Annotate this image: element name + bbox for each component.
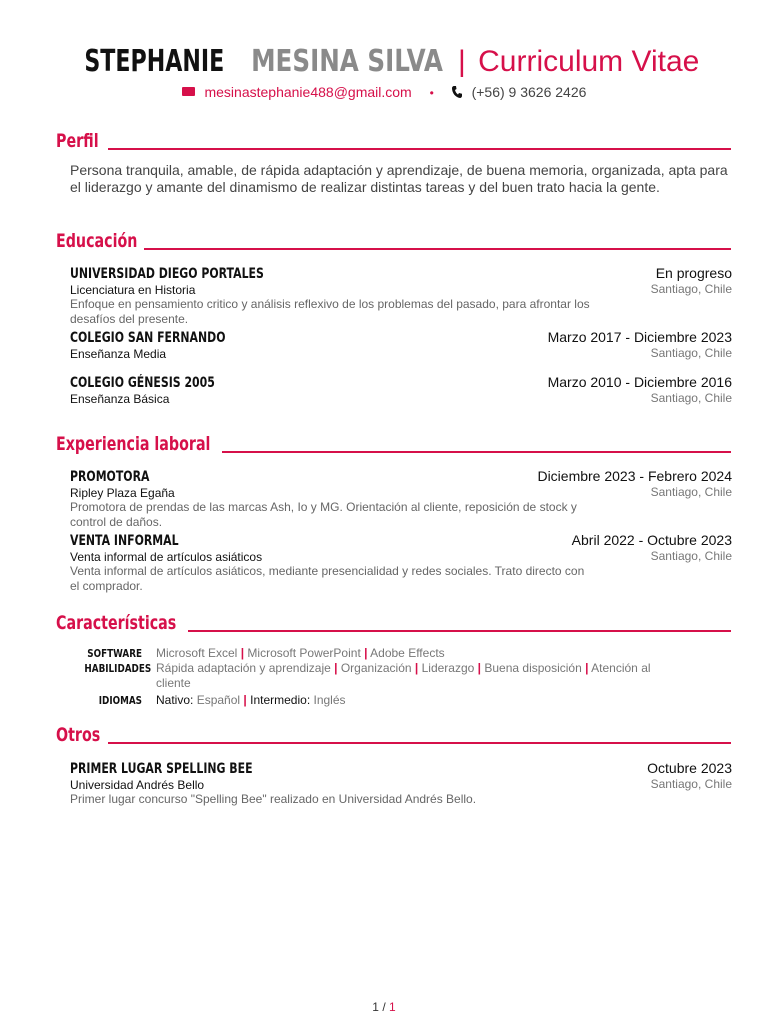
pipe-separator: | xyxy=(477,661,482,675)
language-item: Español xyxy=(196,693,241,707)
phone-icon xyxy=(452,86,462,98)
language-item: Inglés xyxy=(313,693,346,707)
entry-subtitle: Ripley Plaza Egaña xyxy=(70,486,175,500)
education-entry xyxy=(70,329,732,361)
entry-location: Santiago, Chile xyxy=(650,282,732,296)
entry-location: Santiago, Chile xyxy=(650,391,732,405)
page-total: 1 xyxy=(389,1000,396,1014)
entry-subtitle: Venta informal de artículos asiáticos xyxy=(70,550,263,564)
skill-item: Rápida adaptación y aprendizaje xyxy=(156,661,331,675)
pipe-separator: | xyxy=(334,661,338,675)
name-line xyxy=(0,44,768,80)
software-item: Adobe Effects xyxy=(370,646,445,660)
skill-item: Atención al cliente xyxy=(156,661,651,690)
email-link[interactable]: mesinastephanie488@gmail.com xyxy=(204,84,412,100)
pipe-separator: | xyxy=(240,646,245,660)
section-title-perfil: Perfil xyxy=(56,130,99,152)
entry-location: Santiago, Chile xyxy=(650,485,732,499)
entry-description: Primer lugar concurso "Spelling Bee" realizado en Universidad Andrés Bello. xyxy=(70,792,477,806)
section-divider xyxy=(188,630,731,632)
idiomas-list xyxy=(156,693,656,708)
entry-title: PRIMER LUGAR SPELLING BEE xyxy=(70,761,253,777)
entry-title: COLEGIO SAN FERNANDO xyxy=(70,330,226,346)
entry-subtitle: Universidad Andrés Bello xyxy=(70,778,205,792)
otros-entry xyxy=(70,760,732,807)
last-name: MESINA SILVA xyxy=(250,44,443,79)
perfil-text: Persona tranquila, amable, de rápida adaptación y aprendizaje, de buena memoria, organizada, apta para el liderazgo y amante del dinamismo de realizar distintas tareas y del buen trato hacia la gente. xyxy=(70,162,728,195)
entry-description: Promotora de prendas de las marcas Ash, Io y MG. Orientación al cliente, reposición de stock y control de daños. xyxy=(70,500,577,529)
education-entry xyxy=(70,374,732,406)
section-title-experiencia: Experiencia laboral xyxy=(56,433,211,455)
entry-date: En progreso xyxy=(655,265,732,281)
skill-item: Buena disposición xyxy=(484,661,582,675)
software-item: Microsoft PowerPoint xyxy=(247,646,361,660)
section-educacion-header xyxy=(56,228,731,252)
experience-entry xyxy=(70,532,732,594)
section-title-educacion: Educación xyxy=(56,230,138,252)
cv-header xyxy=(0,44,768,100)
phone-number: (+56) 9 3626 2426 xyxy=(471,84,587,100)
contact-bullet: • xyxy=(429,86,434,100)
entry-title: UNIVERSIDAD DIEGO PORTALES xyxy=(70,266,264,282)
entry-subtitle: Licenciatura en Historia xyxy=(70,283,196,297)
idiomas-row xyxy=(70,693,732,708)
entry-subtitle: Enseñanza Básica xyxy=(70,392,170,406)
entry-location: Santiago, Chile xyxy=(650,777,732,791)
page-current: 1 xyxy=(372,1000,379,1014)
contact-line xyxy=(0,84,768,100)
envelope-icon xyxy=(182,87,195,96)
section-divider xyxy=(144,248,731,250)
entry-title: COLEGIO GÉNESIS 2005 xyxy=(70,375,215,391)
title-separator: | xyxy=(458,45,466,78)
document-title: Curriculum Vitae xyxy=(478,45,700,78)
software-item: Microsoft Excel xyxy=(156,646,238,660)
skill-item: Liderazgo xyxy=(421,661,475,675)
skills-block xyxy=(70,646,732,708)
skill-item: Organización xyxy=(340,661,412,675)
entry-date: Marzo 2010 - Diciembre 2016 xyxy=(547,374,732,390)
software-list xyxy=(156,646,656,661)
pipe-separator: | xyxy=(364,646,368,660)
software-label: SOFTWARE xyxy=(87,647,142,660)
entry-date: Octubre 2023 xyxy=(647,760,732,776)
habilidades-label: HABILIDADES xyxy=(84,662,152,675)
section-title-caracteristicas: Características xyxy=(56,612,177,634)
section-divider xyxy=(222,451,731,453)
language-level-label: Nativo: xyxy=(156,693,194,707)
section-divider xyxy=(108,148,731,150)
entry-title: VENTA INFORMAL xyxy=(70,533,179,549)
page-number xyxy=(0,1000,768,1014)
pipe-separator: | xyxy=(243,693,247,707)
pipe-separator: | xyxy=(414,661,419,675)
section-experiencia-header xyxy=(56,431,731,455)
entry-location: Santiago, Chile xyxy=(650,549,732,563)
entry-date: Marzo 2017 - Diciembre 2023 xyxy=(547,329,732,345)
section-otros-header xyxy=(56,722,731,746)
entry-description: Enfoque en pensamiento critico y análisis reflexivo de los problemas del pasado, para afrontar los desafíos del presente. xyxy=(70,297,590,326)
pipe-separator: | xyxy=(585,661,589,675)
section-title-otros: Otros xyxy=(56,724,101,746)
entry-subtitle: Enseñanza Media xyxy=(70,347,167,361)
habilidades-list xyxy=(156,661,656,691)
section-divider xyxy=(108,742,731,744)
entry-description: Venta informal de artículos asiáticos, mediante presencialidad y redes sociales. Trato directo con el comprador. xyxy=(70,564,585,593)
experience-entry xyxy=(70,468,732,530)
education-entry xyxy=(70,265,732,327)
entry-location: Santiago, Chile xyxy=(650,346,732,360)
page-separator: / xyxy=(378,1000,389,1014)
entry-date: Abril 2022 - Octubre 2023 xyxy=(571,532,732,548)
entry-title: PROMOTORA xyxy=(70,469,150,485)
software-row xyxy=(70,646,732,661)
habilidades-row xyxy=(70,661,732,691)
first-name: STEPHANIE xyxy=(83,44,224,79)
idiomas-label: IDIOMAS xyxy=(98,694,142,707)
section-caracteristicas-header xyxy=(56,610,731,634)
section-perfil-header xyxy=(56,128,731,152)
entry-date: Diciembre 2023 - Febrero 2024 xyxy=(537,468,732,484)
language-level-label: Intermedio: xyxy=(250,693,311,707)
